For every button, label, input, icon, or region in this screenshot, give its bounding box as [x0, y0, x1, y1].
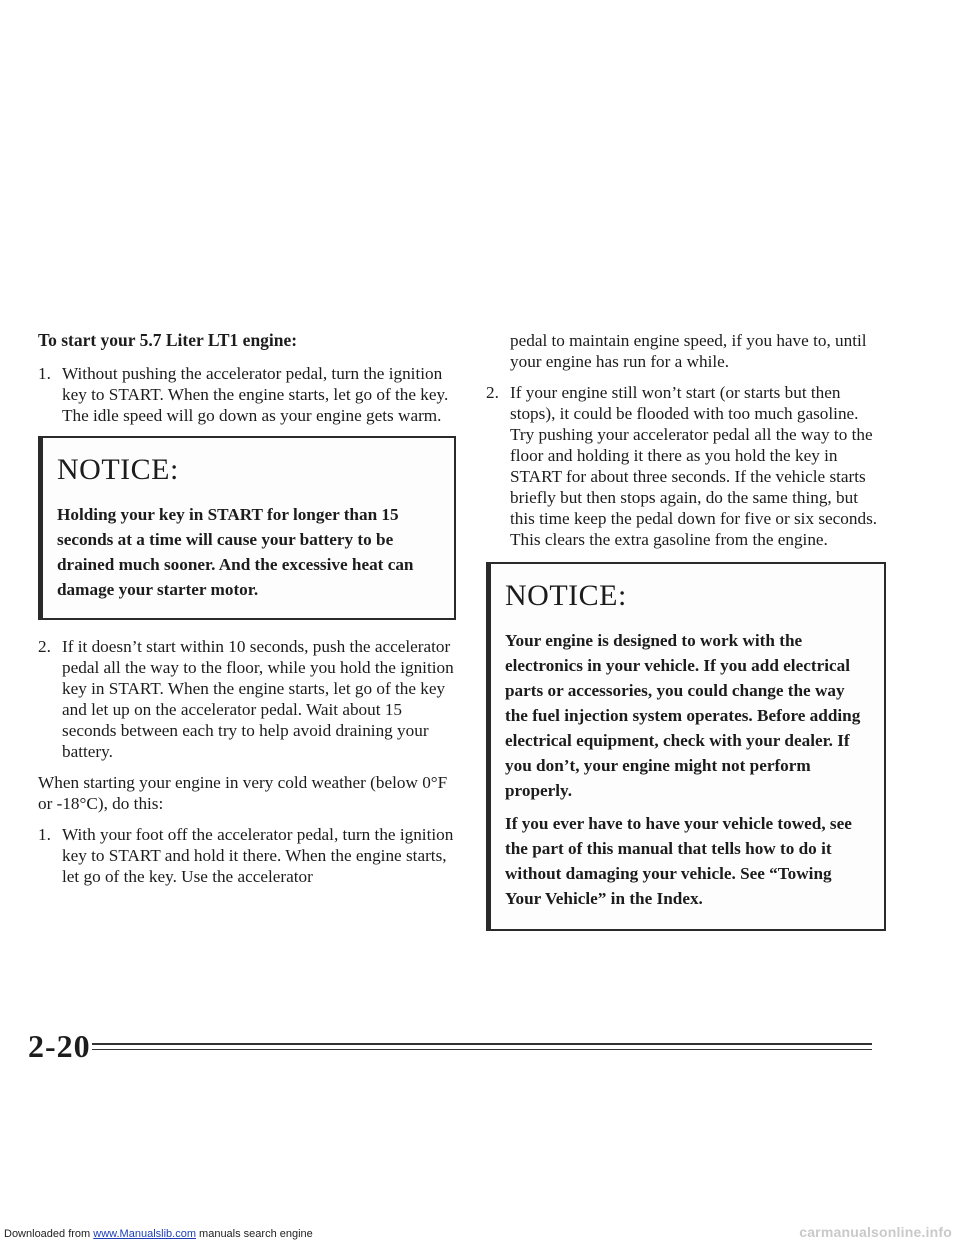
right-column	[486, 330, 886, 947]
cold-weather-intro: When starting your engine in very cold weather (below 0°F or -18°C), do this:	[38, 773, 448, 813]
step-number: 2.	[38, 637, 51, 656]
source-prefix: Downloaded from	[4, 1228, 94, 1240]
step-text: With your foot off the accelerator pedal, turn the ignition key to START and hold it there. When the engine starts, let go of the key. Use the accelerator	[62, 825, 454, 886]
notice-title: NOTICE:	[505, 579, 627, 612]
notice-box-battery	[38, 436, 456, 620]
cold-step-2	[486, 382, 886, 550]
watermark: carmanualsonline.info	[799, 1224, 952, 1240]
cold-step-1	[38, 824, 456, 887]
download-source	[4, 1228, 313, 1240]
notice-text-towing: If you ever have to have your vehicle towed, see the part of this manual that tells how to do it without damaging your vehicle. See “Towing Your Vehicle” in the Index.	[505, 814, 852, 908]
notice-text: Holding your key in START for longer than 15 seconds at a time will cause your battery to be drained much sooner. And the excessive heat can damage your starter motor.	[57, 505, 414, 599]
notice-box-electronics	[486, 562, 886, 931]
step-number: 1.	[38, 364, 51, 383]
source-suffix: manuals search engine	[195, 1228, 313, 1240]
step-text: Without pushing the accelerator pedal, turn the ignition key to START. When the engine starts, let go of the key. The idle speed will go down as your engine gets warm.	[62, 364, 449, 425]
footer-rule	[92, 1043, 872, 1045]
step-text: pedal to maintain engine speed, if you have to, until your engine has run for a while.	[510, 331, 867, 371]
cold-step-1-continued	[486, 330, 886, 372]
left-column	[38, 330, 456, 897]
step-number: 1.	[38, 825, 51, 844]
notice-text: Your engine is designed to work with the electronics in your vehicle. If you add electrical parts or accessories, you could change the way the fuel injection system operates. Before adding electrical equipment, check with your dealer. If you don’t, your engine might not perform properly.	[505, 631, 861, 800]
footer-rule-thin	[92, 1049, 872, 1050]
notice-title: NOTICE:	[57, 453, 179, 486]
start-step-2	[38, 636, 456, 762]
page-number: 2-20	[28, 1028, 91, 1064]
step-number: 2.	[486, 383, 499, 402]
step-text: If it doesn’t start within 10 seconds, push the accelerator pedal all the way to the floor, while you hold the ignition key in START. When the engine starts, let go of the key and let up on the accelerator pedal. Wait about 15 seconds between each try to help avoid draining your battery.	[62, 637, 454, 761]
start-step-1	[38, 363, 456, 426]
step-text: If your engine still won’t start (or starts but then stops), it could be flooded with too much gasoline. Try pushing your accelerator pedal all the way to the floor and holding it there as you hold the key in START for about three seconds. If the vehicle starts briefly but then stops again, do the same thing, but this time keep the pedal down for five or six seconds. This clears the extra gasoline from the engine.	[510, 383, 878, 549]
section-heading: To start your 5.7 Liter LT1 engine:	[38, 330, 298, 350]
source-link[interactable]: www.Manualslib.com	[93, 1228, 196, 1240]
